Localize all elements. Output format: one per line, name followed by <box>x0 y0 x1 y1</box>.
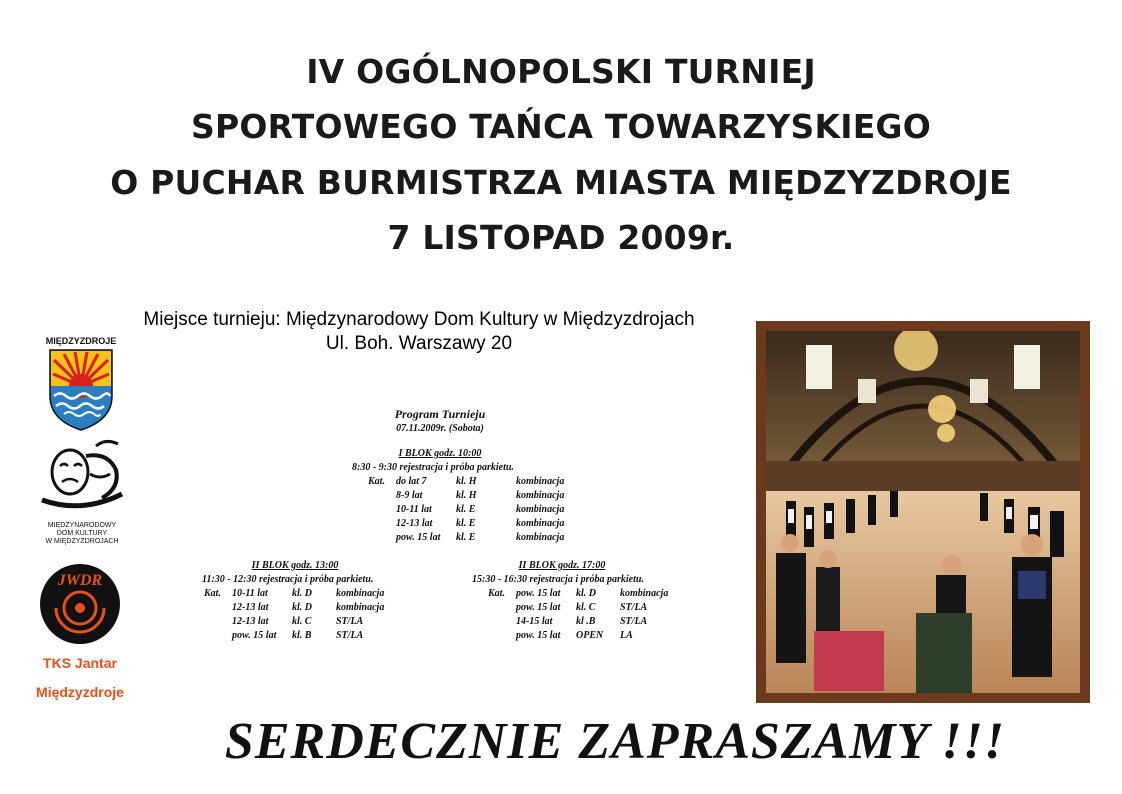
block1-time-row: 8:30 - 9:30 rejestracja i próba parkietu. <box>352 462 514 473</box>
cell-age: 10-11 lat <box>396 504 432 515</box>
cell-class: kl. H <box>456 490 477 501</box>
cell-class: kl. D <box>292 588 312 599</box>
dom-kultury-logo <box>34 438 130 552</box>
cell-style: kombinacja <box>336 588 385 599</box>
table-row <box>368 504 578 518</box>
cell-style: ST/LA <box>336 630 364 641</box>
cell-age: 12-13 lat <box>396 518 433 529</box>
block1-table <box>368 476 578 546</box>
title-line-2: SPORTOWEGO TAŃCA TOWARZYSKIEGO <box>191 107 931 146</box>
venue-line-1: Miejsce turnieju: Międzynarodowy Dom Kultury w Międzyzdrojach <box>143 309 695 330</box>
block3-table <box>488 588 688 644</box>
cell-class: kl. E <box>456 532 476 543</box>
cell-style: kombinacja <box>516 490 565 501</box>
cell-class: kl. C <box>292 616 312 627</box>
cell-style: ST/LA <box>620 602 648 613</box>
cell-style: ST/LA <box>336 616 364 627</box>
cell-style: kombinacja <box>516 532 565 543</box>
cell-class: kl. E <box>456 518 476 529</box>
table-row <box>488 588 688 602</box>
table-row <box>488 602 688 616</box>
cell-style: kombinacja <box>620 588 669 599</box>
cell-class: kl. C <box>576 602 596 613</box>
table-row <box>488 630 688 644</box>
block3-title: II BLOK godz. 17:00 <box>518 560 606 571</box>
invitation-text: SERDECZNIE ZAPRASZAMY !!! <box>224 713 1006 770</box>
block1-kat: Kat. <box>368 476 385 487</box>
club-mark: JWDR <box>57 572 103 589</box>
cell-age: pow. 15 lat <box>232 630 277 641</box>
table-row <box>368 518 578 532</box>
title-line-4: 7 LISTOPAD 2009r. <box>387 218 735 257</box>
block2-title: II BLOK godz. 13:00 <box>251 560 339 571</box>
cell-class: kl. B <box>292 630 312 641</box>
cell-age: 8-9 lat <box>396 490 423 501</box>
table-row <box>488 616 688 630</box>
cell-class: kl. E <box>456 504 476 515</box>
club-logo <box>38 562 122 646</box>
table-row <box>368 476 578 490</box>
cell-style: kombinacja <box>516 518 565 529</box>
club-name-line-2: Międzyzdroje <box>36 684 124 700</box>
cell-style: kombinacja <box>516 504 565 515</box>
cell-class: kl .B <box>576 616 596 627</box>
club-name-line-1: TKS Jantar <box>43 655 117 671</box>
table-row <box>204 588 404 602</box>
cell-age: 12-13 lat <box>232 602 269 613</box>
cell-style: LA <box>620 630 633 641</box>
block1-title: I BLOK godz. 10:00 <box>398 448 482 459</box>
city-crest-icon <box>44 348 118 432</box>
title-line-3: O PUCHAR BURMISTRZA MIASTA MIĘDZYZDROJE <box>110 163 1012 202</box>
cell-age: do lat 7 <box>396 476 427 487</box>
city-logo <box>44 336 118 432</box>
title-line-1: IV OGÓLNOPOLSKI TURNIEJ <box>306 52 816 91</box>
ballroom-photo-image <box>766 331 1080 693</box>
cell-class: kl. H <box>456 476 477 487</box>
theatre-masks-icon <box>34 438 130 520</box>
cell-style: ST/LA <box>620 616 648 627</box>
dom-kultury-line-3: W MIĘDZYZDROJACH <box>45 538 119 545</box>
cell-style: kombinacja <box>336 602 385 613</box>
cell-age: pow. 15 lat <box>516 602 561 613</box>
cell-age: pow. 15 lat <box>516 630 561 641</box>
table-row <box>204 616 404 630</box>
cell-age: 12-13 lat <box>232 616 269 627</box>
city-logo-name: MIĘDZYZDROJE <box>45 336 117 346</box>
cell-age: 10-11 lat <box>232 588 268 599</box>
dom-kultury-line-2: DOM KULTURY <box>56 530 108 537</box>
cell-class: OPEN <box>576 630 604 641</box>
table-row <box>204 630 404 644</box>
block2-table <box>204 588 404 644</box>
block2-time-row: 11:30 - 12:30 rejestracja i próba parkietu. <box>202 574 374 585</box>
ballroom-photo <box>756 321 1090 703</box>
dom-kultury-line-1: MIĘDZYNARODOWY <box>47 522 117 529</box>
cell-age: 14-15 lat <box>516 616 553 627</box>
block3-time-row: 15:30 - 16:30 rejestracja i próba parkietu. <box>472 574 644 585</box>
table-row <box>204 602 404 616</box>
program-heading: Program Turnieju <box>394 407 486 421</box>
cell-age: pow. 15 lat <box>516 588 561 599</box>
block3-kat: Kat. <box>488 588 505 599</box>
table-row <box>368 490 578 504</box>
cell-style: kombinacja <box>516 476 565 487</box>
block2-kat: Kat. <box>204 588 221 599</box>
cell-class: kl. D <box>292 602 312 613</box>
venue-line-2: Ul. Boh. Warszawy 20 <box>325 333 513 354</box>
cell-age: pow. 15 lat <box>396 532 441 543</box>
cell-class: kl. D <box>576 588 596 599</box>
program-date: 07.11.2009r. (Sobota) <box>396 423 484 434</box>
table-row <box>368 532 578 546</box>
